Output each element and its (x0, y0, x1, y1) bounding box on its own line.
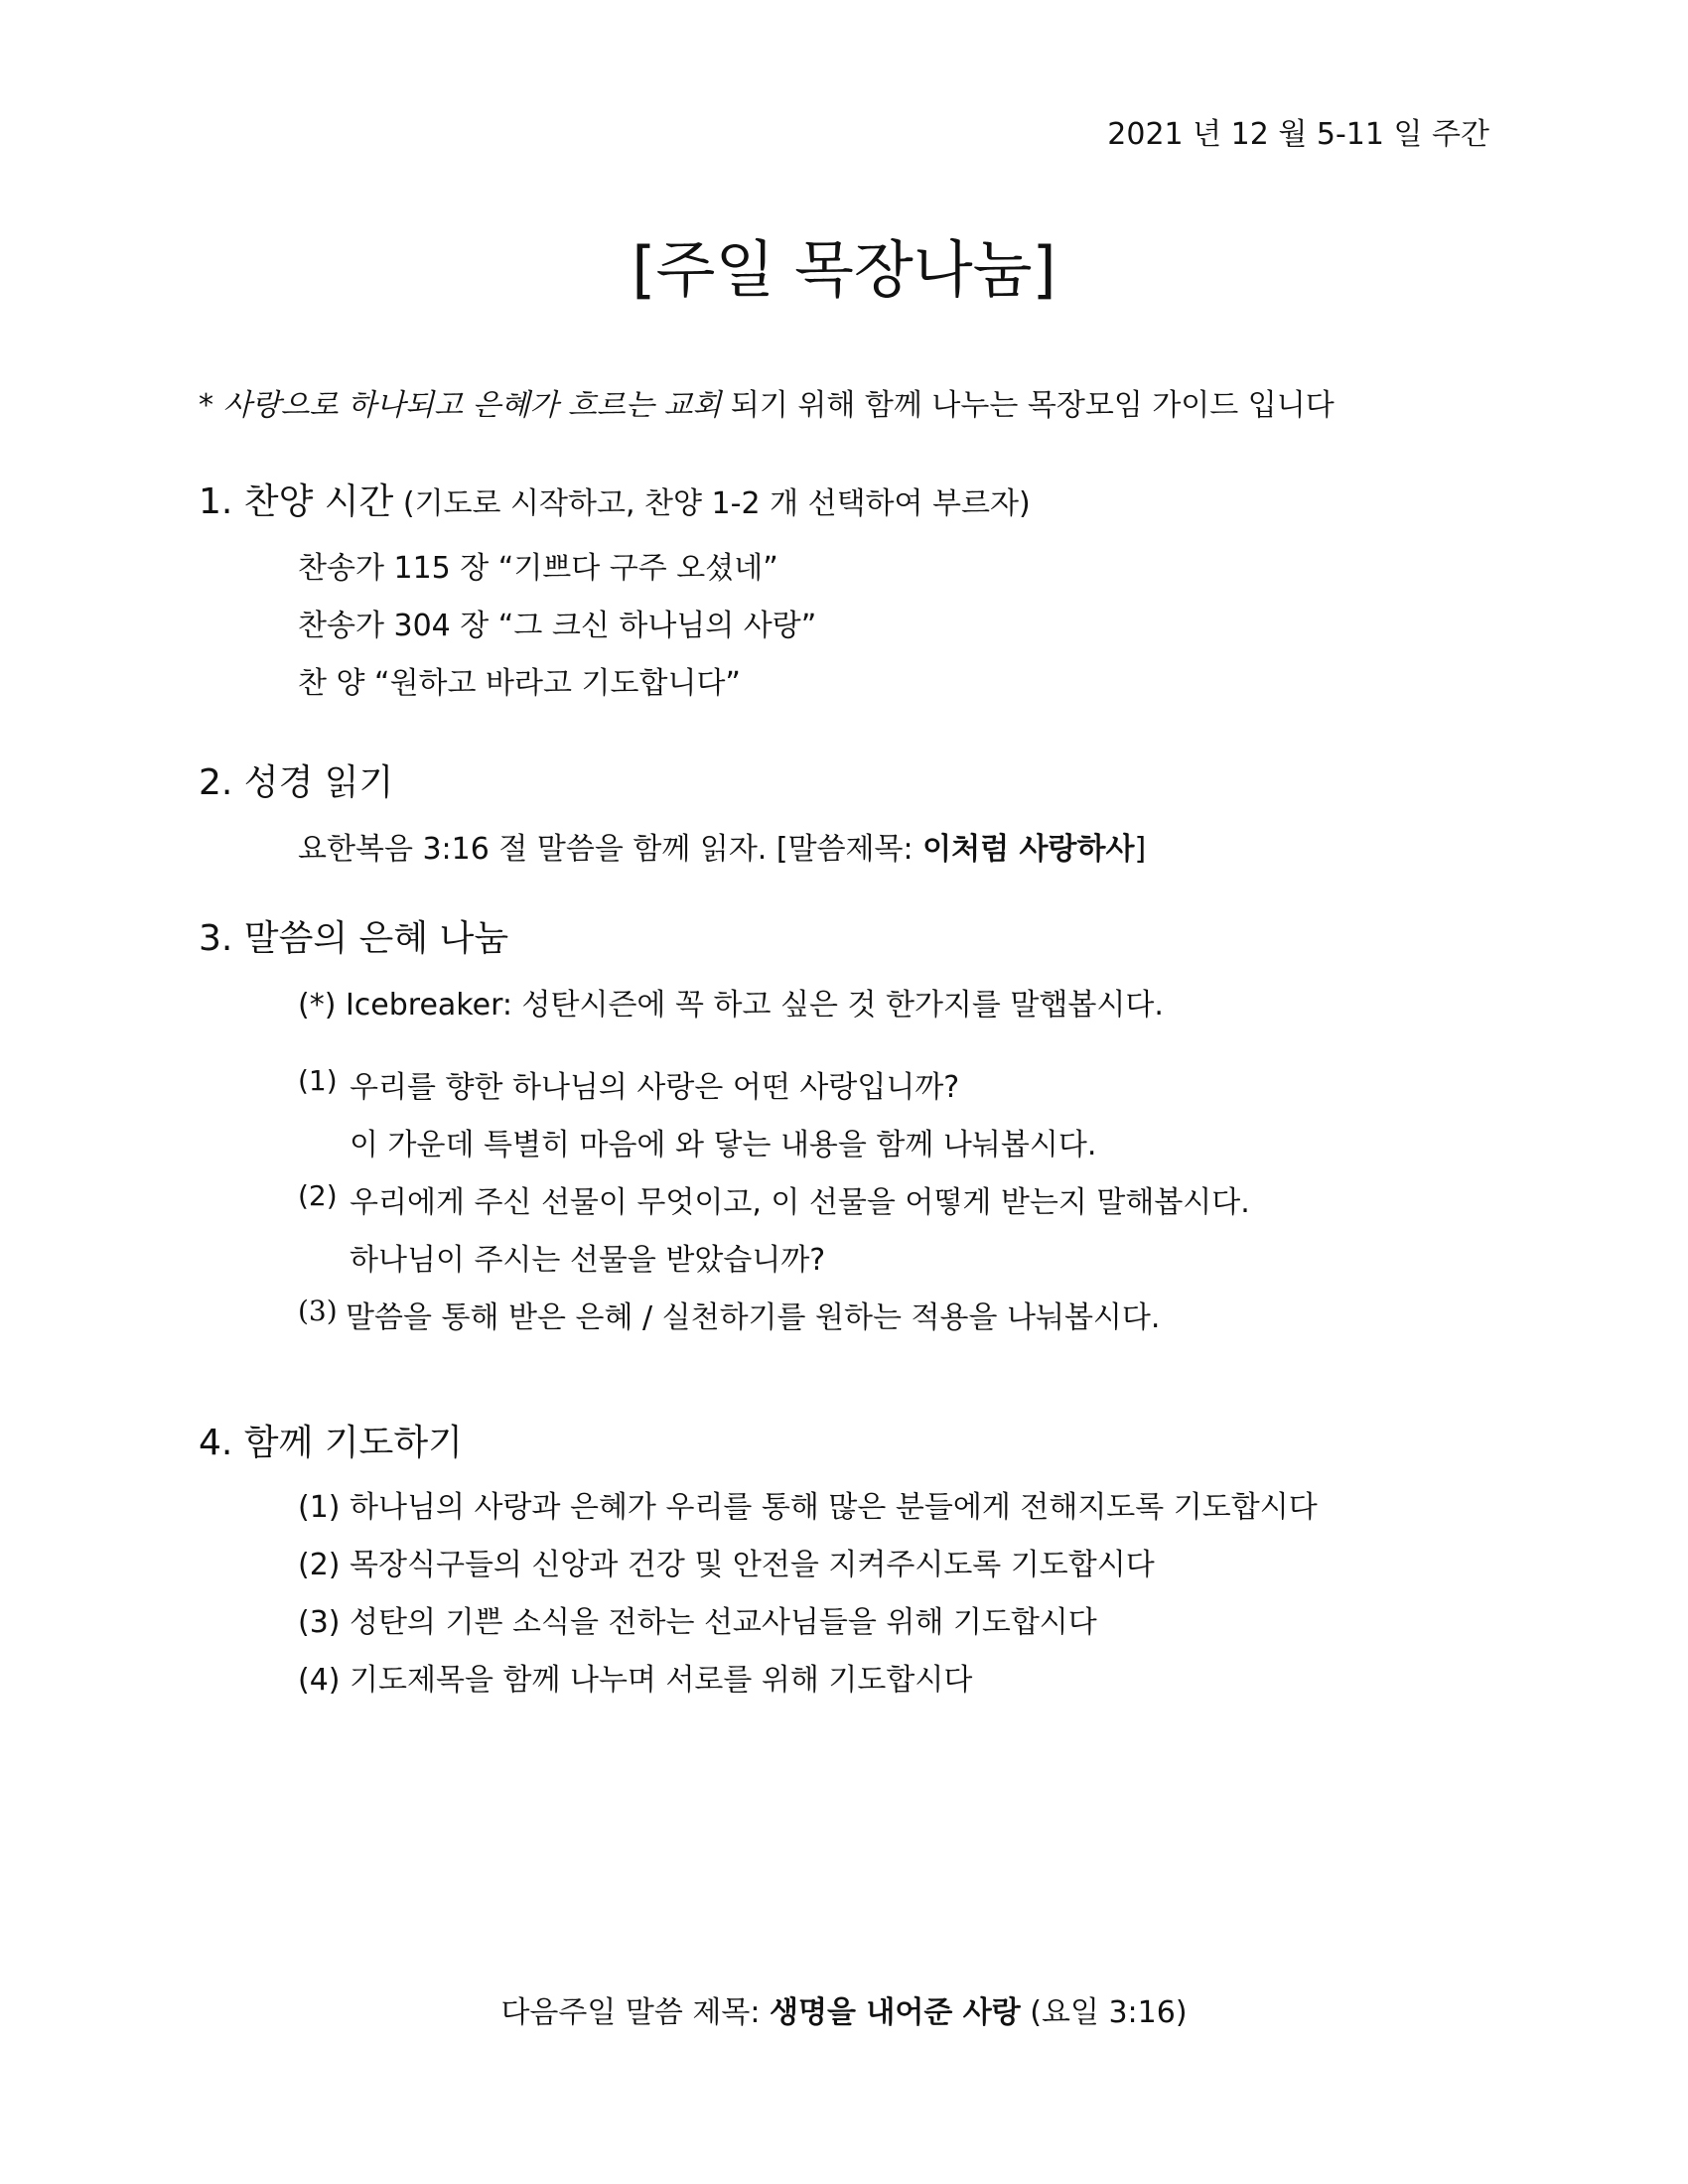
section4-heading: 4. 함께 기도하기 (199, 1423, 463, 1463)
song-item: 찬 양 “원하고 바라고 기도합니다” (298, 666, 741, 701)
sermon-title: 이처럼 사랑하사 (922, 832, 1135, 867)
prayer-item: (2) 목장식구들의 신앙과 건강 및 안전을 지켜주시도록 기도합시다 (298, 1548, 1155, 1582)
section2-heading: 2. 성경 읽기 (199, 762, 394, 803)
next-sermon-title: 생명을 내어준 사랑 (770, 1995, 1021, 2030)
reading-text: 요한복음 3:16 절 말씀을 함께 읽자. [말씀제목: (298, 832, 923, 867)
footer-prefix: 다음주일 말씀 제목: (500, 1995, 770, 2030)
footer-suffix: (요일 3:16) (1020, 1995, 1188, 2030)
section1-heading (199, 474, 1031, 524)
page-title: [주일 목장나눔] (632, 233, 1056, 306)
intro-prefix: * (199, 388, 223, 423)
question-3: 말씀을 통해 받은 은혜 / 실천하기를 원하는 적용을 나눠봅시다. (346, 1300, 1161, 1335)
reading-close: ] (1134, 832, 1147, 867)
section3-heading: 3. 말씀의 은혜 나눔 (199, 918, 509, 959)
prayer-item: (1) 하나님의 사랑과 은혜가 우리를 통해 많은 분들에게 전해지도록 기도합시다 (298, 1490, 1318, 1525)
song-item: 찬송가 115 장 “기쁘다 구주 오셨네” (298, 551, 778, 586)
question-2-followup: 하나님이 주시는 선물을 받았습니까? (350, 1243, 826, 1278)
intro-italic: 사랑으로 하나되고 은혜가 흐르는 교회 (222, 388, 722, 423)
section1-title: 1. 찬양 시간 (199, 481, 394, 522)
icebreaker-line: (*) Icebreaker: 성탄시즌에 꼭 하고 싶은 것 한가지를 말햅봅시다. (298, 988, 1164, 1023)
question-2: 우리에게 주신 선물이 무엇이고, 이 선물을 어떻게 받는지 말해봅시다. (350, 1185, 1250, 1220)
intro-line (199, 380, 1335, 424)
question-number: (1) (298, 1064, 338, 1097)
prayer-item: (3) 성탄의 기쁜 소식을 전하는 선교사님들을 위해 기도합시다 (298, 1605, 1097, 1640)
next-week-sermon (0, 1987, 1688, 2031)
question-number: (3) (298, 1295, 338, 1327)
prayer-item: (4) 기도제목을 함께 나누며 서로를 위해 기도합시다 (298, 1663, 973, 1698)
question-number: (2) (298, 1179, 338, 1212)
question-1: 우리를 향한 하나님의 사랑은 어떤 사랑입니까? (350, 1070, 960, 1105)
section1-note: (기도로 시작하고, 찬양 1-2 개 선택하여 부르자) (393, 486, 1031, 521)
question-1-followup: 이 가운데 특별히 마음에 와 닿는 내용을 함께 나눠봅시다. (350, 1128, 1097, 1162)
intro-rest: 되기 위해 함께 나누는 목장모임 가이드 입니다 (721, 388, 1335, 423)
song-item: 찬송가 304 장 “그 크신 하나님의 사랑” (298, 609, 817, 643)
document-date: 2021 년 12 월 5-11 일 주간 (1107, 117, 1489, 152)
reading-line (298, 824, 1146, 868)
